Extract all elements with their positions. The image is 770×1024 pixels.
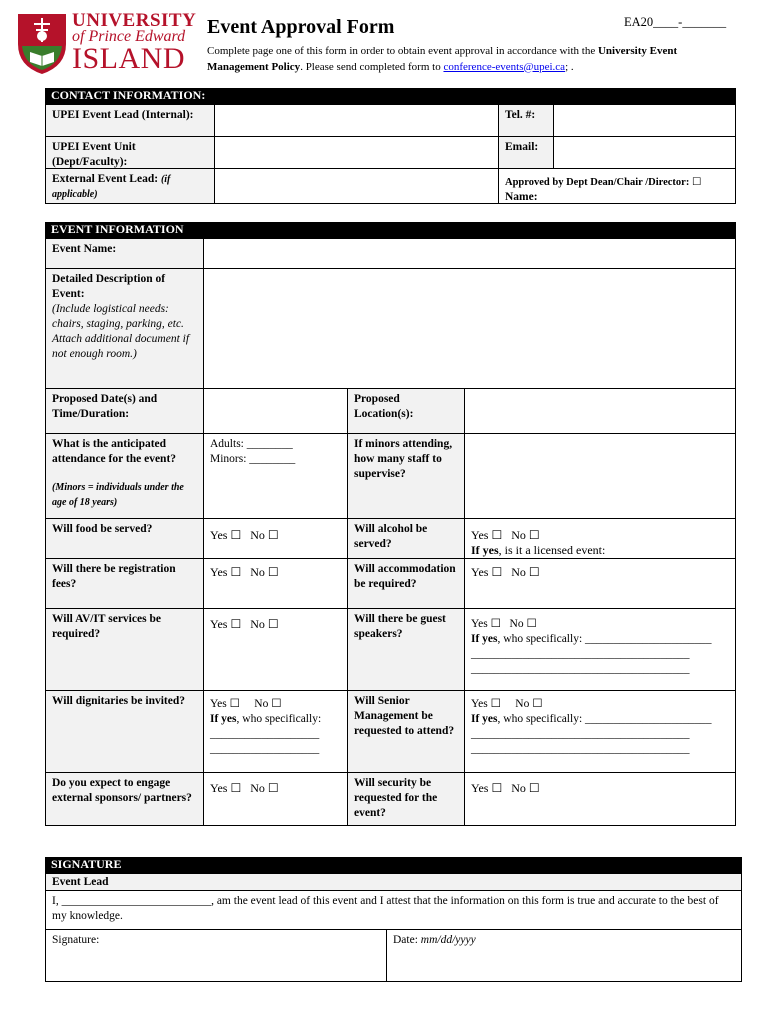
tel-text: Tel. #:: [505, 109, 536, 121]
external-lead-field[interactable]: [214, 168, 499, 204]
speakers-yes-checkbox[interactable]: Yes ☐: [471, 618, 501, 630]
senior-line-1[interactable]: ______________________________________: [471, 728, 690, 740]
licensed-if-yes: If yes: [471, 543, 499, 557]
approver-name-label: Name:: [505, 191, 538, 203]
location-label: [347, 388, 465, 434]
lead-internal-label: [45, 104, 215, 137]
policy-name: University Event Management Policy: [207, 45, 678, 73]
sponsors-label: [45, 772, 204, 826]
lead-internal-text: UPEI Event Lead (Internal):: [52, 109, 194, 121]
accommodation-label: [347, 558, 465, 609]
intro-part-a: Complete page one of this form in order to obtain event approval in accordance with the: [207, 45, 596, 57]
speakers-if-yes: If yes: [471, 633, 498, 645]
description-label: [45, 268, 204, 389]
upei-crest-icon: [16, 10, 68, 76]
registration-text: Will there be registration fees?: [52, 563, 176, 590]
lead-internal-field[interactable]: [214, 104, 499, 137]
dignitaries-text: Will dignitaries be invited?: [52, 695, 186, 707]
external-lead-text: External Event Lead:: [52, 173, 159, 185]
staff-label: [347, 433, 465, 519]
av-options: [203, 608, 348, 691]
form-code[interactable]: EA20____-_______: [624, 15, 727, 29]
food-text: Will food be served?: [52, 523, 153, 535]
contact-heading: CONTACT INFORMATION:: [51, 88, 206, 102]
unit-text: UPEI Event Unit (Dept/Faculty):: [52, 141, 136, 168]
dignitaries-no-checkbox[interactable]: No ☐: [254, 698, 282, 710]
licensed-question: , is it a licensed event:: [498, 543, 606, 557]
location-text: Proposed Location(s):: [354, 393, 414, 420]
alcohol-options: [464, 518, 736, 559]
dignitaries-yes-checkbox[interactable]: Yes ☐: [210, 698, 240, 710]
registration-label: [45, 558, 204, 609]
logo-line-2: of Prince Edward: [72, 28, 186, 45]
senior-label: [347, 690, 465, 773]
signature-section-header: [45, 857, 742, 873]
dignitaries-line-2[interactable]: ___________________: [210, 743, 320, 755]
av-text: Will AV/IT services be required?: [52, 613, 161, 640]
signature-label: Signature:: [52, 934, 100, 946]
accommodation-yes-checkbox[interactable]: Yes ☐: [471, 565, 503, 579]
contact-email-link[interactable]: conference-events@upei.ca: [443, 60, 566, 73]
minors-note: (Minors = individuals under the age of 18 years): [52, 482, 184, 508]
approval-cell: [498, 168, 736, 204]
security-yes-checkbox[interactable]: Yes ☐: [471, 781, 503, 795]
av-no-checkbox[interactable]: No ☐: [250, 617, 279, 631]
security-options: [464, 772, 736, 826]
dignitaries-line-1[interactable]: ___________________: [210, 728, 320, 740]
contact-section-header: [45, 88, 736, 104]
attendance-label: [45, 433, 204, 519]
senior-who-field[interactable]: , who specifically: ______________________: [497, 713, 712, 725]
external-lead-note: (if applicable): [52, 174, 171, 200]
registration-options: [203, 558, 348, 609]
dates-field[interactable]: [203, 388, 348, 434]
adults-count-field[interactable]: Adults: ________: [210, 438, 293, 450]
tel-label: [498, 104, 554, 137]
security-no-checkbox[interactable]: No ☐: [511, 781, 540, 795]
tel-field[interactable]: [553, 104, 736, 137]
staff-text: If minors attending, how many staff to supervise?: [354, 438, 453, 480]
speakers-who-field[interactable]: , who specifically: ______________________: [497, 633, 712, 645]
accommodation-no-checkbox[interactable]: No ☐: [511, 565, 540, 579]
accommodation-text: Will accommodation be required?: [354, 563, 456, 590]
signature-heading: SIGNATURE: [51, 857, 122, 871]
attendance-text: What is the anticipated attendance for the event?: [52, 438, 177, 465]
dates-label: [45, 388, 204, 434]
email-field[interactable]: [553, 136, 736, 169]
intro-text: [207, 44, 717, 75]
security-label: [347, 772, 465, 826]
senior-yes-checkbox[interactable]: Yes ☐: [471, 698, 501, 710]
attestation: [45, 890, 742, 930]
speakers-text: Will there be guest speakers?: [354, 613, 446, 640]
dignitaries-who-text: , who specifically:: [236, 713, 322, 725]
date-field[interactable]: [386, 929, 742, 982]
speakers-options: [464, 608, 736, 691]
description-text: Detailed Description of Event:: [52, 273, 166, 300]
form-title: Event Approval Form: [207, 16, 395, 38]
senior-text: Will Senior Management be requested to attend?: [354, 695, 455, 737]
date-label: Date:: [393, 934, 418, 946]
alcohol-label: [347, 518, 465, 559]
senior-options: [464, 690, 736, 773]
upei-logo: [16, 10, 197, 76]
attestation-text[interactable]: I, __________________________, am the event lead of this event and I attest that the information on this form is true and accurate to the best of my knowledge.: [52, 895, 719, 922]
food-options: [203, 518, 348, 559]
event-name-label: [45, 238, 204, 269]
dignitaries-if-yes: If yes: [210, 713, 237, 725]
event-lead-text: Event Lead: [52, 876, 109, 888]
logo-line-1: UNIVERSITY: [72, 10, 197, 31]
alcohol-no-checkbox[interactable]: No ☐: [511, 528, 540, 542]
description-field[interactable]: [203, 268, 736, 389]
speakers-line-1[interactable]: ______________________________________: [471, 648, 690, 660]
event-lead-subheader: [45, 873, 742, 891]
event-heading: EVENT INFORMATION: [51, 222, 184, 236]
alcohol-text: Will alcohol be served?: [354, 523, 428, 550]
food-label: [45, 518, 204, 559]
description-note: (Include logistical needs: chairs, staging, parking, etc. Attach additional document if not enough room.): [52, 303, 190, 360]
unit-field[interactable]: [214, 136, 499, 169]
sponsors-options: [203, 772, 348, 826]
email-label: [498, 136, 554, 169]
logo-line-3: ISLAND: [72, 42, 185, 75]
food-no-checkbox[interactable]: No ☐: [250, 528, 279, 542]
senior-line-2[interactable]: ______________________________________: [471, 743, 690, 755]
sponsors-text: Do you expect to engage external sponsors/ partners?: [52, 777, 192, 804]
email-text: Email:: [505, 141, 539, 153]
location-field[interactable]: [464, 388, 736, 434]
alcohol-yes-checkbox[interactable]: Yes ☐: [471, 528, 503, 542]
dates-text: Proposed Date(s) and Time/Duration:: [52, 393, 158, 420]
speakers-line-2[interactable]: ______________________________________: [471, 663, 690, 675]
registration-yes-checkbox[interactable]: Yes ☐: [210, 565, 242, 579]
security-text: Will security be requested for the event?: [354, 777, 438, 819]
registration-no-checkbox[interactable]: No ☐: [250, 565, 279, 579]
speakers-label: [347, 608, 465, 691]
unit-label: [45, 136, 215, 169]
sponsors-yes-checkbox[interactable]: Yes ☐: [210, 781, 242, 795]
approval-checkbox[interactable]: ☐: [691, 177, 702, 188]
food-yes-checkbox[interactable]: Yes ☐: [210, 528, 242, 542]
speakers-no-checkbox[interactable]: No ☐: [509, 618, 537, 630]
date-format: mm/dd/yyyy: [420, 934, 476, 946]
intro-part-d: ; .: [565, 60, 574, 73]
external-lead-label: [45, 168, 215, 204]
event-section-header: [45, 222, 736, 238]
senior-if-yes: If yes: [471, 713, 498, 725]
accommodation-options: [464, 558, 736, 609]
event-name-text: Event Name:: [52, 243, 117, 255]
senior-no-checkbox[interactable]: No ☐: [515, 698, 543, 710]
approved-by-text: Approved by Dept Dean/Chair /Director:: [505, 177, 690, 188]
av-label: [45, 608, 204, 691]
dignitaries-options: [203, 690, 348, 773]
dignitaries-label: [45, 690, 204, 773]
intro-part-c: . Please send completed form to: [300, 60, 441, 73]
av-yes-checkbox[interactable]: Yes ☐: [210, 617, 242, 631]
signature-field[interactable]: [45, 929, 387, 982]
minors-count-field[interactable]: Minors: ________: [210, 453, 296, 465]
sponsors-no-checkbox[interactable]: No ☐: [250, 781, 279, 795]
attendance-field[interactable]: [203, 433, 348, 519]
staff-field[interactable]: [464, 433, 736, 519]
event-name-field[interactable]: [203, 238, 736, 269]
